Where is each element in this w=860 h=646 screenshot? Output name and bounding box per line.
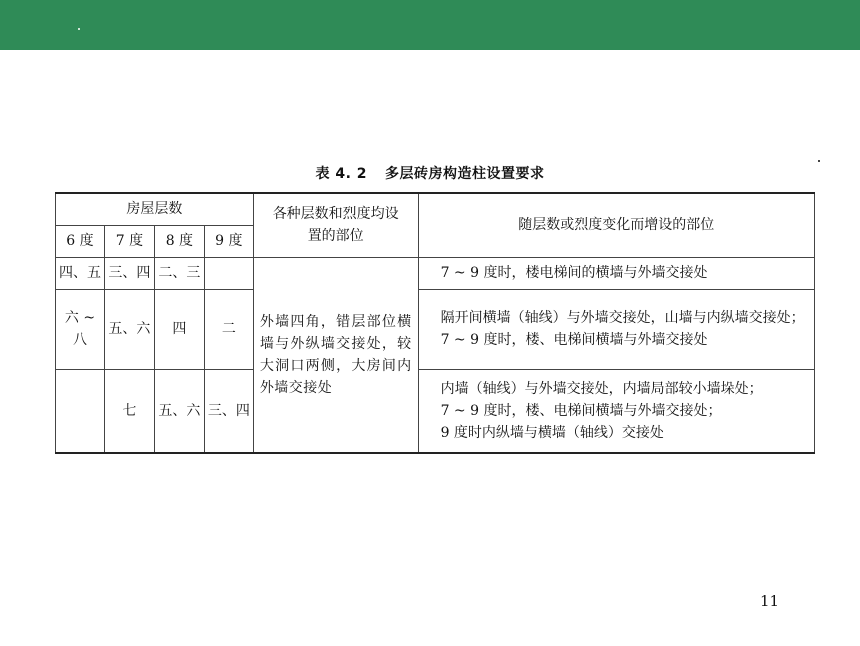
page-number: 11 (760, 592, 780, 610)
intensity-6-header: 6 度 (56, 225, 105, 257)
caption-number: 表 4. 2 (315, 166, 368, 182)
cell-deg7: 七 (104, 369, 154, 453)
additional-line: 7 ~ 9 度时，楼电梯间的横墙与外墙交接处 (440, 265, 708, 281)
cell-deg9: 二 (204, 289, 253, 369)
cell-deg9: 三、四 (204, 369, 253, 453)
caption-title: 多层砖房构造柱设置要求 (385, 166, 545, 182)
table-row (56, 369, 815, 453)
table-header-row (56, 193, 815, 225)
cell-deg6: 六 ~ 八 (56, 289, 105, 369)
additional-locations-header: 随层数或烈度变化而增设的部位 (418, 193, 814, 257)
corner-mark (818, 160, 820, 162)
cell-deg6: 四、五 (56, 257, 105, 289)
intensity-9-header: 9 度 (204, 225, 253, 257)
header-dot (78, 28, 80, 30)
cell-deg7: 五、六 (104, 289, 154, 369)
floors-group-header: 房屋层数 (56, 193, 254, 225)
additional-cell (418, 257, 814, 289)
additional-line: 隔开间横墙（轴线）与外墙交接处，山墙与内纵墙交接处； (440, 310, 805, 326)
intensity-7-header: 7 度 (104, 225, 154, 257)
cell-deg7: 三、四 (104, 257, 154, 289)
additional-line: 内墙（轴线）与外墙交接处，内墙局部较小墙垛处； (440, 380, 763, 397)
cell-deg8: 五、六 (154, 369, 204, 453)
cell-deg8: 四 (154, 289, 204, 369)
table-row (56, 289, 815, 369)
requirements-table (55, 192, 815, 454)
cell-deg8: 二、三 (154, 257, 204, 289)
additional-line: 7 ~ 9 度时，楼、电梯间横墙与外墙交接处； (440, 402, 722, 419)
additional-cell (418, 369, 814, 453)
cell-deg9 (204, 257, 253, 289)
table-caption (0, 163, 860, 183)
common-locations-cell: 外墙四角，错层部位横墙与外纵墙交接处，较大洞口两侧，大房间内外墙交接处 (253, 257, 418, 453)
additional-cell (418, 289, 814, 369)
common-locations-header: 各种层数和烈度均设置的部位 (253, 193, 418, 257)
additional-line: 7 ~ 9 度时，楼、电梯间横墙与外墙交接处 (440, 332, 708, 348)
intensity-8-header: 8 度 (154, 225, 204, 257)
header-bar (0, 0, 860, 50)
cell-deg6 (56, 369, 105, 453)
additional-line: 9 度时内纵墙与横墙（轴线）交接处 (440, 424, 664, 441)
table-row (56, 257, 815, 289)
